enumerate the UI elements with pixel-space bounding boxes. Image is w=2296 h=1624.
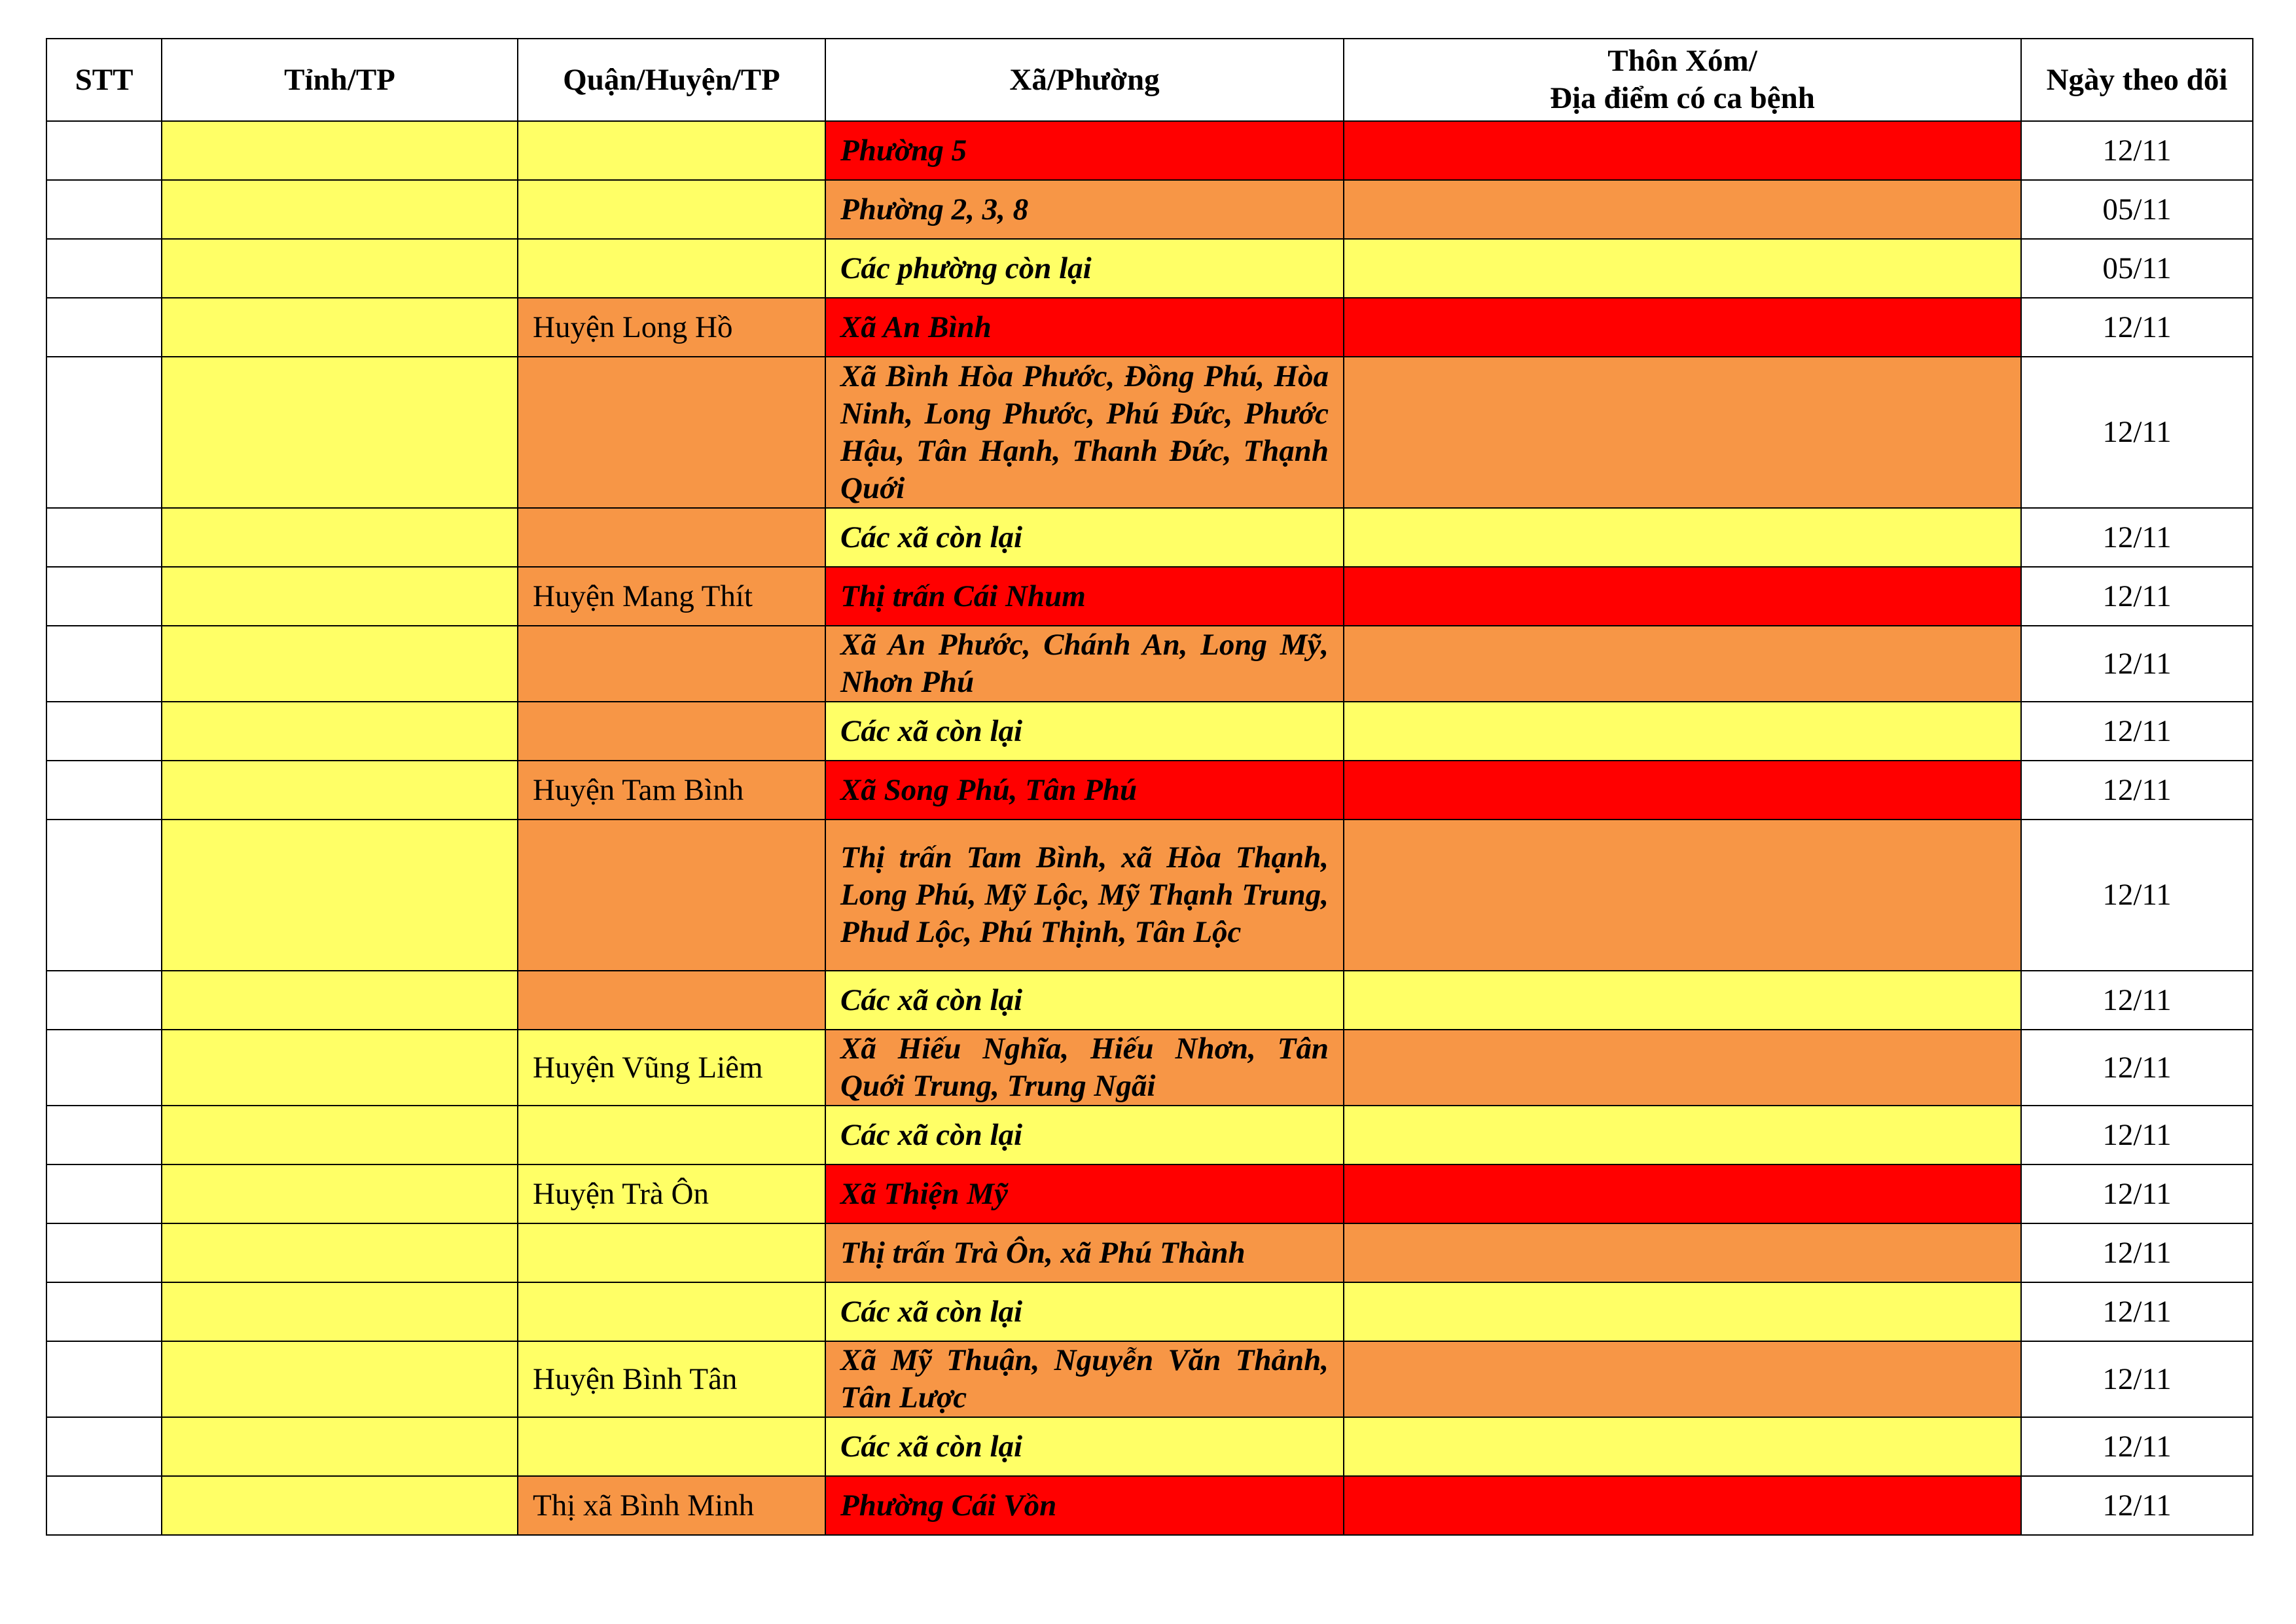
ward-cell: Thị trấn Tam Bình, xã Hòa Thạnh, Long Phú, Mỹ Lộc, Mỹ Thạnh Trung, Phud Lộc, Phú Thịnh, Tân Lộc	[825, 820, 1344, 971]
date-cell: 12/11	[2021, 820, 2253, 971]
date-cell: 12/11	[2021, 1282, 2253, 1341]
table-row	[46, 298, 2253, 357]
table-row	[46, 180, 2253, 239]
hamlet-cell	[1344, 1476, 2021, 1535]
header-hamlet	[1344, 39, 2021, 121]
stt-cell	[46, 1476, 162, 1535]
district-cell	[518, 1223, 825, 1282]
ward-cell: Các xã còn lại	[825, 1282, 1344, 1341]
district-cell	[518, 239, 825, 298]
district-cell	[518, 1417, 825, 1476]
date-cell: 12/11	[2021, 1106, 2253, 1164]
header-hamlet-line2: Địa điểm có ca bệnh	[1550, 81, 1815, 115]
stt-cell	[46, 1030, 162, 1106]
table-row	[46, 1417, 2253, 1476]
header-row	[46, 39, 2253, 121]
stt-cell	[46, 121, 162, 180]
province-cell	[162, 567, 518, 626]
table-row	[46, 1106, 2253, 1164]
table-row	[46, 971, 2253, 1030]
date-cell: 12/11	[2021, 508, 2253, 567]
district-cell	[518, 508, 825, 567]
province-cell	[162, 239, 518, 298]
header-hamlet-line1: Thôn Xóm/	[1607, 44, 1757, 78]
district-cell	[518, 702, 825, 761]
header-province: Tỉnh/TP	[162, 39, 518, 121]
district-cell	[518, 626, 825, 702]
covid-risk-level-table	[46, 38, 2253, 1536]
district-cell	[518, 1106, 825, 1164]
table-body	[46, 121, 2253, 1535]
province-cell	[162, 1476, 518, 1535]
province-cell	[162, 971, 518, 1030]
province-cell	[162, 357, 518, 508]
stt-cell	[46, 1282, 162, 1341]
hamlet-cell	[1344, 239, 2021, 298]
date-cell: 12/11	[2021, 1030, 2253, 1106]
header-district: Quận/Huyện/TP	[518, 39, 825, 121]
hamlet-cell	[1344, 357, 2021, 508]
stt-cell	[46, 298, 162, 357]
hamlet-cell	[1344, 1164, 2021, 1223]
table-row	[46, 1164, 2253, 1223]
province-cell	[162, 1223, 518, 1282]
table-row	[46, 761, 2253, 820]
ward-cell: Xã Thiện Mỹ	[825, 1164, 1344, 1223]
ward-cell: Các xã còn lại	[825, 1106, 1344, 1164]
date-cell: 12/11	[2021, 1164, 2253, 1223]
district-cell: Huyện Bình Tân	[518, 1341, 825, 1417]
district-cell	[518, 1282, 825, 1341]
province-cell	[162, 820, 518, 971]
province-cell	[162, 761, 518, 820]
table-row	[46, 1282, 2253, 1341]
province-cell	[162, 1341, 518, 1417]
district-cell: Thị xã Bình Minh	[518, 1476, 825, 1535]
stt-cell	[46, 820, 162, 971]
ward-cell: Các xã còn lại	[825, 1417, 1344, 1476]
district-cell	[518, 971, 825, 1030]
ward-cell: Xã Bình Hòa Phước, Đồng Phú, Hòa Ninh, Long Phước, Phú Đức, Phước Hậu, Tân Hạnh, Thanh Đức, Thạnh Quới	[825, 357, 1344, 508]
district-cell: Huyện Vũng Liêm	[518, 1030, 825, 1106]
hamlet-cell	[1344, 1106, 2021, 1164]
province-cell	[162, 121, 518, 180]
hamlet-cell	[1344, 121, 2021, 180]
hamlet-cell	[1344, 820, 2021, 971]
table-row	[46, 239, 2253, 298]
stt-cell	[46, 1341, 162, 1417]
ward-cell: Phường 2, 3, 8	[825, 180, 1344, 239]
ward-cell: Phường Cái Vồn	[825, 1476, 1344, 1535]
table-row	[46, 1223, 2253, 1282]
province-cell	[162, 298, 518, 357]
ward-cell: Xã Hiếu Nghĩa, Hiếu Nhơn, Tân Quới Trung, Trung Ngãi	[825, 1030, 1344, 1106]
hamlet-cell	[1344, 702, 2021, 761]
stt-cell	[46, 1164, 162, 1223]
table-row	[46, 567, 2253, 626]
hamlet-cell	[1344, 1282, 2021, 1341]
stt-cell	[46, 761, 162, 820]
province-cell	[162, 1030, 518, 1106]
header-ward: Xã/Phường	[825, 39, 1344, 121]
district-cell	[518, 820, 825, 971]
ward-cell: Thị trấn Trà Ôn, xã Phú Thành	[825, 1223, 1344, 1282]
ward-cell: Xã An Phước, Chánh An, Long Mỹ, Nhơn Phú	[825, 626, 1344, 702]
date-cell: 12/11	[2021, 1417, 2253, 1476]
stt-cell	[46, 239, 162, 298]
ward-cell: Xã Song Phú, Tân Phú	[825, 761, 1344, 820]
district-cell	[518, 357, 825, 508]
province-cell	[162, 1106, 518, 1164]
stt-cell	[46, 702, 162, 761]
date-cell: 12/11	[2021, 357, 2253, 508]
district-cell: Huyện Tam Bình	[518, 761, 825, 820]
province-cell	[162, 508, 518, 567]
hamlet-cell	[1344, 626, 2021, 702]
table-row	[46, 820, 2253, 971]
table-row	[46, 1030, 2253, 1106]
table-row	[46, 626, 2253, 702]
province-cell	[162, 1417, 518, 1476]
hamlet-cell	[1344, 508, 2021, 567]
district-cell	[518, 121, 825, 180]
ward-cell: Xã An Bình	[825, 298, 1344, 357]
date-cell: 12/11	[2021, 761, 2253, 820]
date-cell: 05/11	[2021, 239, 2253, 298]
province-cell	[162, 1282, 518, 1341]
province-cell	[162, 702, 518, 761]
ward-cell: Thị trấn Cái Nhum	[825, 567, 1344, 626]
table-row	[46, 1476, 2253, 1535]
stt-cell	[46, 1106, 162, 1164]
province-cell	[162, 180, 518, 239]
table-row	[46, 702, 2253, 761]
date-cell: 12/11	[2021, 121, 2253, 180]
ward-cell: Xã Mỹ Thuận, Nguyễn Văn Thảnh, Tân Lược	[825, 1341, 1344, 1417]
ward-cell: Các xã còn lại	[825, 508, 1344, 567]
stt-cell	[46, 1417, 162, 1476]
date-cell: 12/11	[2021, 1341, 2253, 1417]
date-cell: 05/11	[2021, 180, 2253, 239]
hamlet-cell	[1344, 1223, 2021, 1282]
stt-cell	[46, 1223, 162, 1282]
hamlet-cell	[1344, 1417, 2021, 1476]
hamlet-cell	[1344, 971, 2021, 1030]
table-row	[46, 1341, 2253, 1417]
district-cell: Huyện Long Hồ	[518, 298, 825, 357]
table-row	[46, 121, 2253, 180]
hamlet-cell	[1344, 761, 2021, 820]
hamlet-cell	[1344, 298, 2021, 357]
date-cell: 12/11	[2021, 567, 2253, 626]
province-cell	[162, 626, 518, 702]
stt-cell	[46, 626, 162, 702]
district-cell	[518, 180, 825, 239]
stt-cell	[46, 357, 162, 508]
ward-cell: Các xã còn lại	[825, 702, 1344, 761]
stt-cell	[46, 508, 162, 567]
stt-cell	[46, 567, 162, 626]
date-cell: 12/11	[2021, 298, 2253, 357]
date-cell: 12/11	[2021, 702, 2253, 761]
stt-cell	[46, 971, 162, 1030]
hamlet-cell	[1344, 567, 2021, 626]
table-row	[46, 357, 2253, 508]
header-stt: STT	[46, 39, 162, 121]
district-cell: Huyện Mang Thít	[518, 567, 825, 626]
date-cell: 12/11	[2021, 626, 2253, 702]
province-cell	[162, 1164, 518, 1223]
stt-cell	[46, 180, 162, 239]
header-date: Ngày theo dõi	[2021, 39, 2253, 121]
date-cell: 12/11	[2021, 1476, 2253, 1535]
district-cell: Huyện Trà Ôn	[518, 1164, 825, 1223]
ward-cell: Các xã còn lại	[825, 971, 1344, 1030]
ward-cell: Phường 5	[825, 121, 1344, 180]
ward-cell: Các phường còn lại	[825, 239, 1344, 298]
hamlet-cell	[1344, 1030, 2021, 1106]
date-cell: 12/11	[2021, 971, 2253, 1030]
date-cell: 12/11	[2021, 1223, 2253, 1282]
hamlet-cell	[1344, 1341, 2021, 1417]
table-row	[46, 508, 2253, 567]
hamlet-cell	[1344, 180, 2021, 239]
